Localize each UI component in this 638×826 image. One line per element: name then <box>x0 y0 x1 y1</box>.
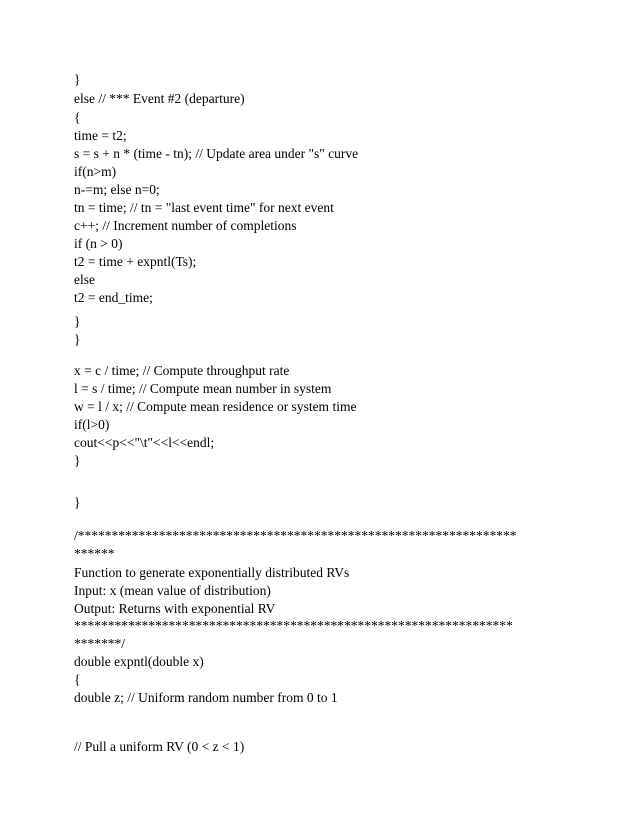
code-line: if (n > 0) <box>74 236 123 251</box>
code-line: else <box>74 272 95 287</box>
code-line: t2 = end_time; <box>74 290 153 305</box>
code-line: } <box>74 314 81 329</box>
code-line: t2 = time + expntl(Ts); <box>74 254 197 269</box>
code-line: double z; // Uniform random number from 0 to 1 <box>74 690 338 705</box>
code-line: } <box>74 332 81 347</box>
code-line: // Pull a uniform RV (0 < z < 1) <box>74 739 245 754</box>
code-line: double expntl(double x) <box>74 654 204 669</box>
code-line: } <box>74 453 81 468</box>
comment-line: Function to generate exponentially distributed RVs <box>74 565 350 580</box>
code-line: } <box>74 495 81 510</box>
code-line: { <box>74 110 81 125</box>
code-line: if(n>m) <box>74 164 117 179</box>
comment-line: /***************************************************************** <box>74 528 517 543</box>
comment-line: ****** <box>74 546 115 561</box>
code-line: s = s + n * (time - tn); // Update area under "s" curve <box>74 146 359 161</box>
code-line: c++; // Increment number of completions <box>74 218 297 233</box>
code-line: cout<<p<<"\t"<<l<<endl; <box>74 435 215 450</box>
comment-line: *******/ <box>74 636 126 651</box>
code-line: } <box>74 72 81 87</box>
code-line: tn = time; // tn = "last event time" for next event <box>74 200 334 215</box>
code-line: else // *** Event #2 (departure) <box>74 91 245 106</box>
code-line: w = l / x; // Compute mean residence or system time <box>74 399 357 414</box>
code-line: time = t2; <box>74 128 127 143</box>
comment-line: Input: x (mean value of distribution) <box>74 583 271 598</box>
code-line: if(l>0) <box>74 417 110 432</box>
comment-line: ***************************************************************** <box>74 618 513 633</box>
comment-line: Output: Returns with exponential RV <box>74 601 276 616</box>
code-line: x = c / time; // Compute throughput rate <box>74 363 290 378</box>
code-line: { <box>74 672 81 687</box>
code-line: l = s / time; // Compute mean number in system <box>74 381 332 396</box>
code-line: n-=m; else n=0; <box>74 182 160 197</box>
